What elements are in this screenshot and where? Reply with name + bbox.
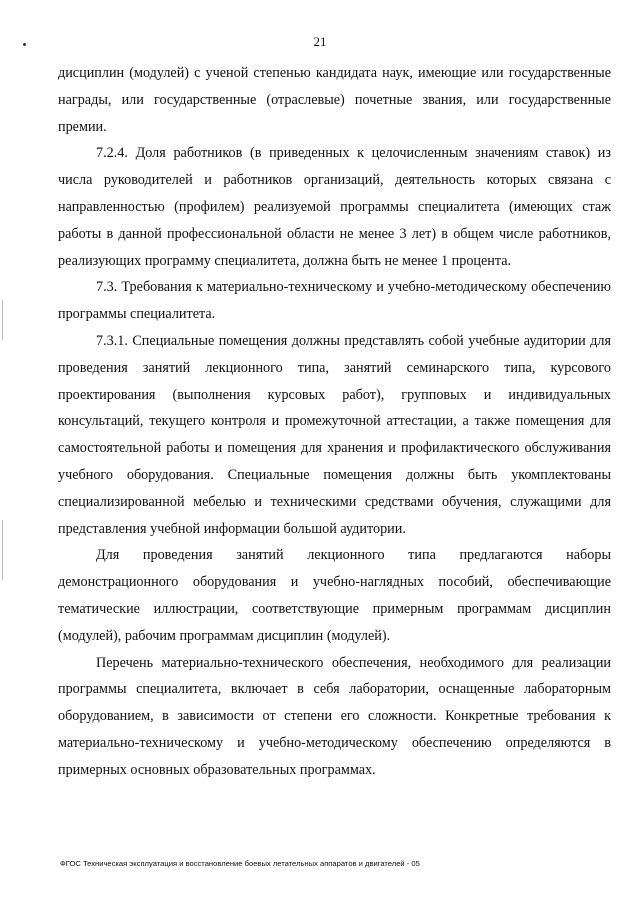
scan-edge-mark xyxy=(2,520,3,580)
paragraph-continuation: дисциплин (модулей) с ученой степенью кандидата наук, имеющие или государственные награды, или государственные (отраслевые) почетные звания, или государственные премии. xyxy=(58,65,611,135)
paragraph-7-2-4: 7.2.4. Доля работников (в приведенных к целочисленным значениям ставок) из числа руководителей и работников организаций, деятельность которых связана с направленностью (профилем) реализуемой программы специалитета (имеющих стаж работы в данной профессиональной области не менее 3 лет) в общем числе работников, реализующих программу специалитета, должна быть не менее 1 процента. xyxy=(58,145,611,269)
page-number: 21 xyxy=(313,34,327,49)
paragraph-material-list: Перечень материально-технического обеспечения, необходимого для реализации программы специалитета, включает в себя лаборатории, оснащенные лабораторным оборудованием, в зависимости от степени его сложности. Конкретные требования к материально-техническому и учебно-методическому обеспечению определяются в примерных основных образовательных программах. xyxy=(58,654,611,778)
paragraph-lecture-equipment: Для проведения занятий лекционного типа предлагаются наборы демонстрационного оборудования и учебно-наглядных пособий, обеспечивающие тематические иллюстрации, соответствующие примерным программам дисциплин (модулей), рабочим программам дисциплин (модулей). xyxy=(58,547,611,644)
paragraph-7-3-1: 7.3.1. Специальные помещения должны представлять собой учебные аудитории для проведения занятий лекционного типа, занятий семинарского типа, курсового проектирования (выполнения курсовых работ), групповых и индивидуальных консультаций, текущего контроля и промежуточной аттестации, а также помещения для самостоятельной работы и помещения для хранения и профилактического обслуживания учебного оборудования. Специальные помещения должны быть укомплектованы специализированной мебелью и техническими средствами обучения, служащими для представления учебной информации большой аудитории. xyxy=(58,332,611,537)
paragraph-7-3: 7.3. Требования к материально-техническому и учебно-методическому обеспечению программы специалитета. xyxy=(58,279,611,323)
document-footer: ФГОС Техническая эксплуатация и восстановление боевых летательных аппаратов и двигателей - 05 xyxy=(60,859,420,868)
document-body xyxy=(58,60,611,784)
scan-edge-mark xyxy=(2,300,3,340)
